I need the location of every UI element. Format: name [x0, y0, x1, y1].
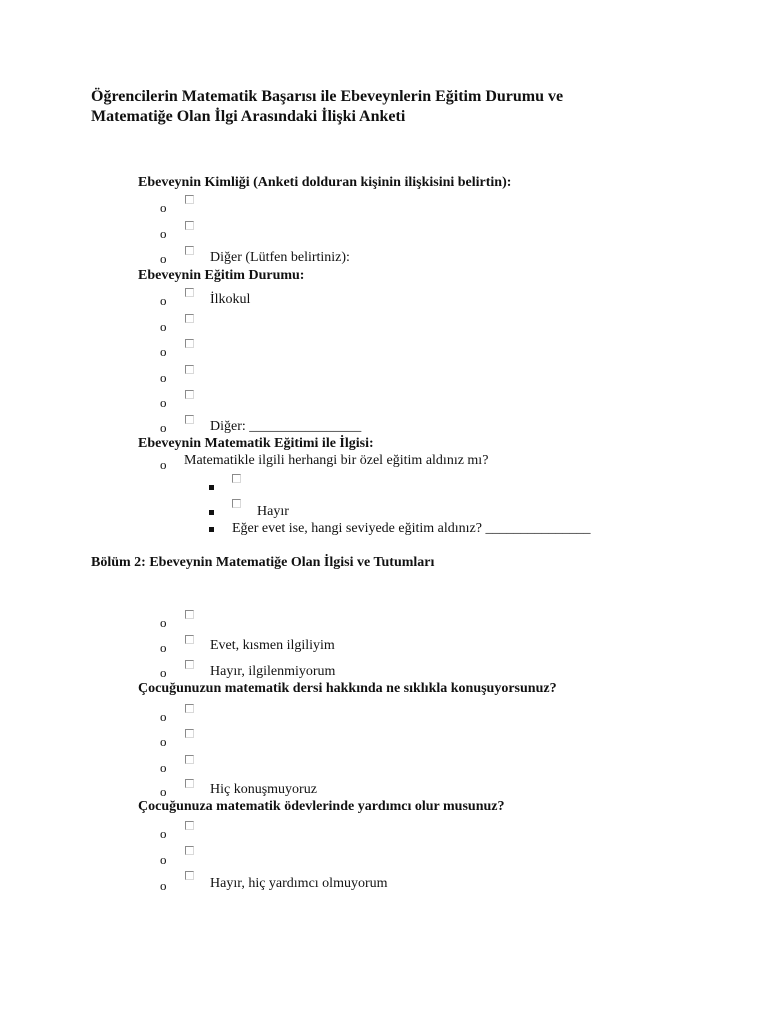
- option-label-other: Diğer (Lütfen belirtiniz):: [210, 250, 350, 265]
- checkbox-education-3[interactable]: [185, 339, 194, 348]
- checkbox-talk-1[interactable]: [185, 704, 194, 713]
- checkbox-help-3[interactable]: [185, 871, 194, 880]
- bullet-icon: o: [160, 878, 167, 893]
- bullet-icon: o: [160, 665, 167, 680]
- bullet-icon: o: [160, 615, 167, 630]
- section-2-heading: Bölüm 2: Ebeveynin Matematiğe Olan İlgisi ve Tutumları: [91, 555, 435, 570]
- bullet-icon: o: [160, 251, 167, 266]
- bullet-icon: o: [160, 370, 167, 385]
- bullet-icon: o: [160, 226, 167, 241]
- checkbox-education-1[interactable]: [185, 288, 194, 297]
- checkbox-identity-1[interactable]: [185, 195, 194, 204]
- bullet-icon: o: [160, 709, 167, 724]
- option-label-never: Hiç konuşmuyoruz: [210, 782, 317, 797]
- square-bullet-icon: [209, 485, 214, 490]
- document-title-line-1: Öğrencilerin Matematik Başarısı ile Ebeveynlerin Eğitim Durumu ve: [91, 88, 564, 105]
- checkbox-education-2[interactable]: [185, 314, 194, 323]
- checkbox-training-no[interactable]: [232, 499, 241, 508]
- bullet-icon: o: [160, 344, 167, 359]
- checkbox-talk-3[interactable]: [185, 755, 194, 764]
- question-parent-education: Ebeveynin Eğitim Durumu:: [138, 268, 305, 283]
- question-talk-frequency: Çocuğunuzun matematik dersi hakkında ne sıklıkla konuşuyorsunuz?: [138, 681, 557, 696]
- question-parent-identity: Ebeveynin Kimliği (Anketi dolduran kişinin ilişkisini belirtin):: [138, 175, 512, 190]
- bullet-icon: o: [160, 640, 167, 655]
- bullet-icon: o: [160, 852, 167, 867]
- option-label-other: Diğer: ________________: [210, 419, 362, 434]
- checkbox-talk-4[interactable]: [185, 779, 194, 788]
- option-label-no-help: Hayır, hiç yardımcı olmuyorum: [210, 876, 388, 891]
- checkbox-identity-2[interactable]: [185, 221, 194, 230]
- sub-question-special-training: Matematikle ilgili herhangi bir özel eğitim aldınız mı?: [184, 453, 489, 468]
- bullet-icon: o: [160, 395, 167, 410]
- checkbox-talk-2[interactable]: [185, 729, 194, 738]
- checkbox-education-4[interactable]: [185, 365, 194, 374]
- document-title-line-2: Matematiğe Olan İlgi Arasındaki İlişki Anketi: [91, 108, 406, 125]
- bullet-icon: o: [160, 457, 167, 472]
- checkbox-interest-2[interactable]: [185, 635, 194, 644]
- checkbox-interest-1[interactable]: [185, 610, 194, 619]
- checkbox-interest-3[interactable]: [185, 660, 194, 669]
- bullet-icon: o: [160, 293, 167, 308]
- option-label-no: Hayır: [257, 504, 289, 519]
- checkbox-education-other[interactable]: [185, 415, 194, 424]
- bullet-icon: o: [160, 760, 167, 775]
- bullet-icon: o: [160, 200, 167, 215]
- option-label-primary: İlkokul: [210, 292, 251, 307]
- bullet-icon: o: [160, 826, 167, 841]
- follow-up-training-level: Eğer evet ise, hangi seviyede eğitim aldınız? _______________: [232, 521, 591, 536]
- bullet-icon: o: [160, 784, 167, 799]
- square-bullet-icon: [209, 510, 214, 515]
- bullet-icon: o: [160, 734, 167, 749]
- checkbox-training-yes[interactable]: [232, 474, 241, 483]
- checkbox-help-2[interactable]: [185, 846, 194, 855]
- bullet-icon: o: [160, 420, 167, 435]
- checkbox-identity-other[interactable]: [185, 246, 194, 255]
- question-parent-math-education: Ebeveynin Matematik Eğitimi ile İlgisi:: [138, 436, 374, 451]
- checkbox-education-5[interactable]: [185, 390, 194, 399]
- square-bullet-icon: [209, 527, 214, 532]
- checkbox-help-1[interactable]: [185, 821, 194, 830]
- question-homework-help: Çocuğunuza matematik ödevlerinde yardımcı olur musunuz?: [138, 799, 505, 814]
- option-label-partially: Evet, kısmen ilgiliyim: [210, 638, 335, 653]
- bullet-icon: o: [160, 319, 167, 334]
- option-label-not-interested: Hayır, ilgilenmiyorum: [210, 664, 336, 679]
